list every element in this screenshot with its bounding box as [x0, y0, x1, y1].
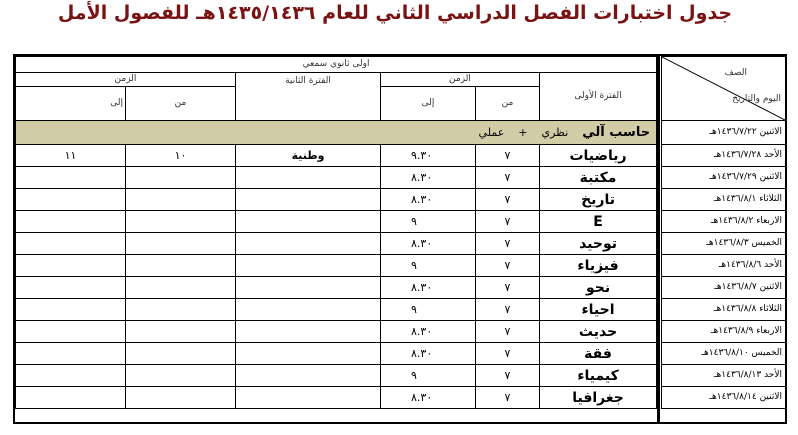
first-to-cell: ٩	[381, 255, 476, 277]
first-period-subject: حديث	[540, 321, 657, 343]
page-title: جدول اختبارات الفصل الدراسي الثاني للعام ١٤٣٥/١٤٣٦هـ للفصول الأمل	[57, 2, 733, 24]
dates-table	[661, 56, 786, 409]
date-cell: الخميس ١٤٣٦/٨/١٠هـ	[662, 343, 786, 365]
first-from-cell: ٧	[476, 145, 540, 167]
first-from-cell: ٧	[476, 343, 540, 365]
first-from-cell: ٧	[476, 299, 540, 321]
date-cell: الاثنين ١٤٣٦/٧/٢٩هـ	[662, 167, 786, 189]
periods-table	[15, 56, 657, 409]
second-to-cell	[16, 233, 126, 255]
date-row	[662, 387, 786, 409]
table-row	[16, 233, 657, 255]
second-from-cell	[126, 343, 236, 365]
table-row	[16, 299, 657, 321]
first-to-cell: ٨.٣٠	[381, 277, 476, 299]
date-row	[662, 299, 786, 321]
second-from-cell	[126, 233, 236, 255]
first-period-subject: فقة	[540, 343, 657, 365]
date-cell: الاثنين ١٤٣٦/٧/٢٢هـ	[662, 121, 786, 145]
group-practical: عملي	[478, 126, 505, 139]
second-period-subject	[236, 167, 381, 189]
first-period-subject: توحيد	[540, 233, 657, 255]
date-cell: الثلاثاء ١٤٣٦/٨/٨هـ	[662, 299, 786, 321]
first-from-cell: ٧	[476, 189, 540, 211]
date-cell: الاربعاء ١٤٣٦/٨/٢هـ	[662, 211, 786, 233]
from-header-first: من	[476, 87, 540, 121]
second-to-cell	[16, 321, 126, 343]
first-to-cell: ٨.٣٠	[381, 167, 476, 189]
first-from-cell: ٧	[476, 321, 540, 343]
first-period-subject: احياء	[540, 299, 657, 321]
date-row	[662, 233, 786, 255]
table-row	[16, 343, 657, 365]
date-label: اليوم والتاريخ	[732, 94, 781, 104]
first-to-cell: ٨.٣٠	[381, 189, 476, 211]
second-period-subject	[236, 277, 381, 299]
first-period-subject: تاريخ	[540, 189, 657, 211]
date-cell: الأحد ١٤٣٦/٧/٢٨هـ	[662, 145, 786, 167]
second-from-cell	[126, 167, 236, 189]
date-row	[662, 145, 786, 167]
first-period-header: الفترة الأولى	[540, 73, 657, 121]
table-row	[16, 365, 657, 387]
date-cell: الاربعاء ١٤٣٦/٨/٩هـ	[662, 321, 786, 343]
from-header-second: من	[126, 87, 236, 121]
first-period-subject: جغرافيا	[540, 387, 657, 409]
table-row	[16, 145, 657, 167]
table-row	[16, 255, 657, 277]
second-period-subject	[236, 321, 381, 343]
first-to-cell: ٩	[381, 211, 476, 233]
date-row	[662, 211, 786, 233]
stream-header: اولى ثانوي سمعي	[16, 57, 657, 73]
second-to-cell	[16, 387, 126, 409]
first-from-cell: ٧	[476, 277, 540, 299]
first-to-cell: ٩.٣٠	[381, 145, 476, 167]
second-period-subject: وطنية	[236, 145, 381, 167]
first-to-cell: ٨.٣٠	[381, 321, 476, 343]
first-period-subject: كيمياء	[540, 365, 657, 387]
first-from-cell: ٧	[476, 167, 540, 189]
second-from-cell	[126, 211, 236, 233]
second-period-subject	[236, 343, 381, 365]
first-to-cell: ٨.٣٠	[381, 233, 476, 255]
date-row	[662, 321, 786, 343]
table-row	[16, 387, 657, 409]
second-to-cell	[16, 189, 126, 211]
date-row	[662, 365, 786, 387]
second-to-cell	[16, 343, 126, 365]
date-cell: الأحد ١٤٣٦/٨/١٣هـ	[662, 365, 786, 387]
time-header-first: الزمن	[381, 73, 540, 87]
second-period-subject	[236, 365, 381, 387]
second-from-cell	[126, 387, 236, 409]
first-from-cell: ٧	[476, 233, 540, 255]
second-to-cell	[16, 211, 126, 233]
table-row	[16, 277, 657, 299]
first-period-subject: فيزياء	[540, 255, 657, 277]
second-to-cell: ١١	[16, 145, 126, 167]
second-from-cell: ١٠	[126, 145, 236, 167]
first-to-cell: ٨.٣٠	[381, 343, 476, 365]
table-row	[16, 321, 657, 343]
time-header-second: الزمن	[16, 73, 236, 87]
date-cell: الثلاثاء ١٤٣٦/٨/١هـ	[662, 189, 786, 211]
first-from-cell: ٧	[476, 255, 540, 277]
group-plus: +	[518, 126, 528, 139]
class-label: الصف	[724, 68, 747, 78]
group-subject: حاسب آلي	[582, 125, 651, 140]
second-from-cell	[126, 189, 236, 211]
first-from-cell: ٧	[476, 365, 540, 387]
date-row	[662, 277, 786, 299]
first-period-subject: E	[540, 211, 657, 233]
to-header-first: إلى	[381, 87, 476, 121]
group-theory: نظري	[541, 126, 569, 139]
second-to-cell	[16, 277, 126, 299]
first-from-cell: ٧	[476, 211, 540, 233]
class-date-header	[662, 57, 786, 121]
second-to-cell	[16, 255, 126, 277]
date-cell: الأحد ١٤٣٦/٨/٦هـ	[662, 255, 786, 277]
table-row	[16, 167, 657, 189]
date-row	[662, 255, 786, 277]
second-from-cell	[126, 277, 236, 299]
date-row	[662, 189, 786, 211]
second-period-subject	[236, 233, 381, 255]
first-from-cell: ٧	[476, 387, 540, 409]
second-period-subject	[236, 211, 381, 233]
first-period-subject: مكتبة	[540, 167, 657, 189]
second-period-subject	[236, 387, 381, 409]
date-row	[662, 343, 786, 365]
second-from-cell	[126, 321, 236, 343]
first-period-subject: رياضيات	[540, 145, 657, 167]
date-cell: الخميس ١٤٣٦/٨/٣هـ	[662, 233, 786, 255]
table-row	[16, 211, 657, 233]
diagonal-line	[662, 57, 785, 120]
second-period-subject	[236, 255, 381, 277]
second-to-cell	[16, 167, 126, 189]
date-cell: الاثنين ١٤٣٦/٨/١٤هـ	[662, 387, 786, 409]
second-from-cell	[126, 299, 236, 321]
first-to-cell: ٩	[381, 299, 476, 321]
second-period-subject	[236, 299, 381, 321]
second-to-cell	[16, 365, 126, 387]
first-to-cell: ٨.٣٠	[381, 387, 476, 409]
first-period-subject: نحو	[540, 277, 657, 299]
second-to-cell	[16, 299, 126, 321]
first-to-cell: ٩	[381, 365, 476, 387]
date-cell: الاثنين ١٤٣٦/٨/٧هـ	[662, 277, 786, 299]
table-row	[16, 189, 657, 211]
column-separator	[657, 54, 660, 424]
second-from-cell	[126, 365, 236, 387]
second-period-header: الفترة الثانية	[236, 73, 381, 121]
group-row	[16, 121, 657, 145]
date-row	[662, 167, 786, 189]
second-from-cell	[126, 255, 236, 277]
to-header-second: إلى	[16, 87, 126, 121]
second-period-subject	[236, 189, 381, 211]
